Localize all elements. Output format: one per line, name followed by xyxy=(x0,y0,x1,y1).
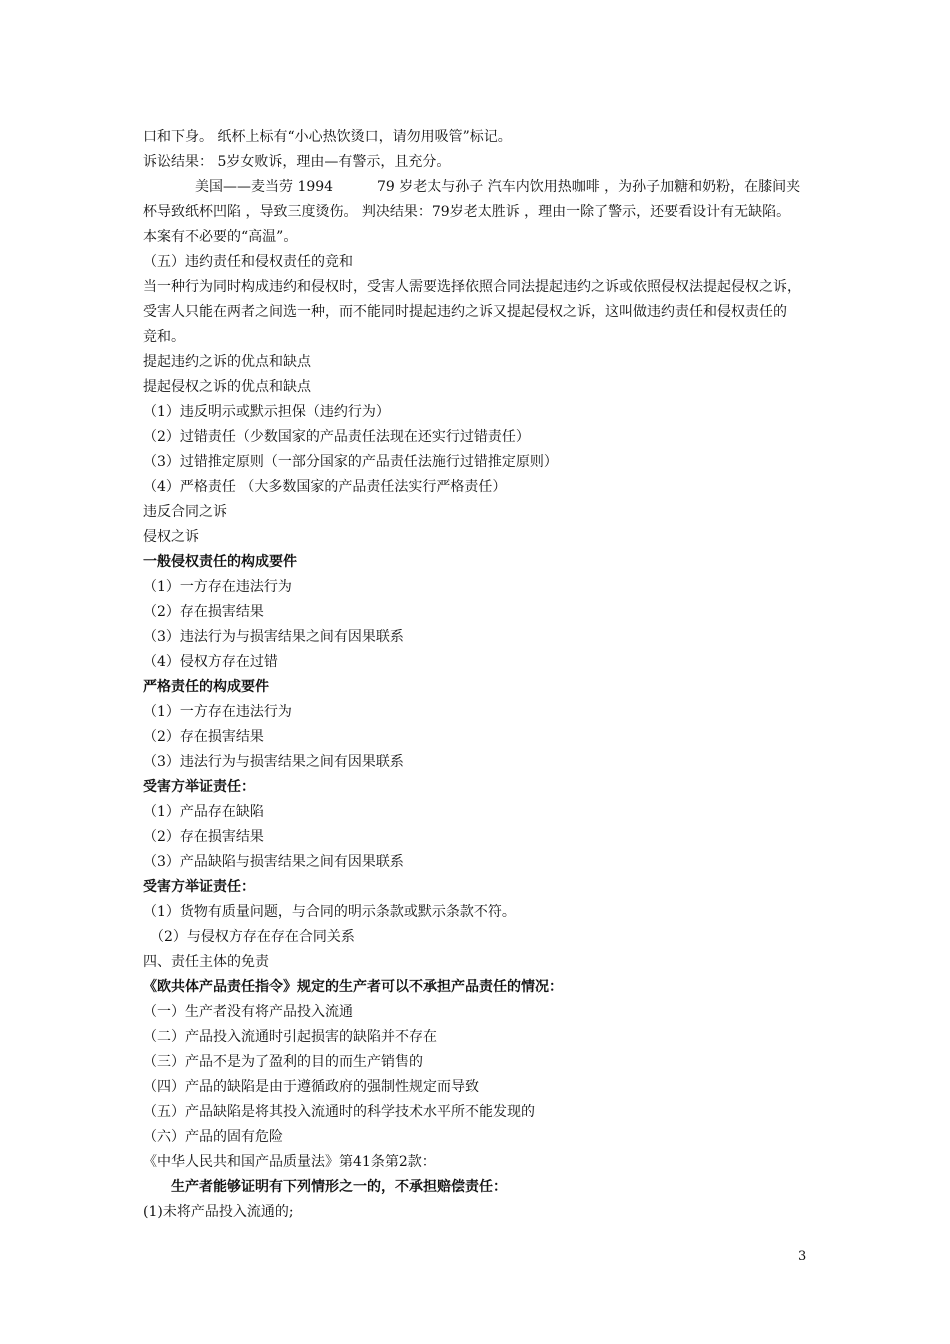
list-item: (1)未将产品投入流通的; xyxy=(143,1204,294,1220)
text-line: 侵权之诉 xyxy=(143,529,199,545)
bold-heading: 一般侵权责任的构成要件 xyxy=(143,554,297,570)
section-heading: 四、责任主体的免责 xyxy=(143,954,269,970)
list-item: （3）违法行为与损害结果之间有因果联系 xyxy=(143,629,404,645)
bold-heading: 《欧共体产品责任指令》规定的生产者可以不承担产品责任的情况： xyxy=(143,979,563,995)
list-item: （五）产品缺陷是将其投入流通时的科学技术水平所不能发现的 xyxy=(143,1104,535,1120)
text-line: 提起违约之诉的优点和缺点 xyxy=(143,354,311,370)
text-line: 杯导致纸杯凹陷 ，导致三度烫伤。 判决结果：79岁老太胜诉 ，理由一除了警示，还要看设计有无缺陷。 xyxy=(143,204,791,220)
list-item: （4）侵权方存在过错 xyxy=(143,654,278,670)
text-line: 违反合同之诉 xyxy=(143,504,227,520)
case-title: 美国——麦当劳 1994 xyxy=(195,179,334,195)
list-item: （四）产品的缺陷是由于遵循政府的强制性规定而导致 xyxy=(143,1079,479,1095)
text-line: 受害人只能在两者之间选一种，而不能同时提起违约之诉又提起侵权之诉，这叫做违约责任和侵权责任的 xyxy=(143,304,787,320)
text-line: 《中华人民共和国产品质量法》第41条第2款： xyxy=(143,1154,436,1170)
list-item: （1）货物有质量问题，与合同的明示条款或默示条款不符。 xyxy=(143,904,516,920)
text-line: 诉讼结果： 5岁女败诉，理由—有警示，且充分。 xyxy=(143,154,451,170)
list-item: （3）产品缺陷与损害结果之间有因果联系 xyxy=(143,854,404,870)
list-item: （3）违法行为与损害结果之间有因果联系 xyxy=(143,754,404,770)
list-item: （1）一方存在违法行为 xyxy=(143,579,292,595)
text-line: 提起侵权之诉的优点和缺点 xyxy=(143,379,311,395)
list-item: （1）产品存在缺陷 xyxy=(143,804,264,820)
list-item: （六）产品的固有危险 xyxy=(143,1129,283,1145)
section-heading: （五）违约责任和侵权责任的竞和 xyxy=(143,254,353,270)
list-item: （2）与侵权方存在存在合同关系 xyxy=(150,929,355,945)
list-item: （2）过错责任（少数国家的产品责任法现在还实行过错责任） xyxy=(143,429,530,445)
text-line: 口和下身。 纸杯上标有“小心热饮烫口，请勿用吸管”标记。 xyxy=(143,129,512,145)
text-line: 当一种行为同时构成违约和侵权时，受害人需要选择依照合同法提起违约之诉或依照侵权法提起侵权之诉， xyxy=(143,279,801,295)
bold-heading: 受害方举证责任： xyxy=(143,879,255,895)
list-item: （3）过错推定原则（一部分国家的产品责任法施行过错推定原则） xyxy=(143,454,558,470)
bold-heading: 严格责任的构成要件 xyxy=(143,679,269,695)
list-item: （4）严格责任 （大多数国家的产品责任法实行严格责任） xyxy=(143,479,507,495)
list-item: （三）产品不是为了盈利的目的而生产销售的 xyxy=(143,1054,423,1070)
list-item: （2）存在损害结果 xyxy=(143,604,264,620)
list-item: （一）生产者没有将产品投入流通 xyxy=(143,1004,353,1020)
page-number: 3 xyxy=(798,1249,807,1264)
list-item: （1）一方存在违法行为 xyxy=(143,704,292,720)
bold-heading: 生产者能够证明有下列情形之一的，不承担赔偿责任： xyxy=(171,1179,507,1195)
case-description: 79 岁老太与孙子 汽车内饮用热咖啡 ，为孙子加糖和奶粉，在膝间夹 xyxy=(377,179,801,195)
bold-heading: 受害方举证责任： xyxy=(143,779,255,795)
text-line: 本案有不必要的“高温”。 xyxy=(143,229,298,245)
list-item: （2）存在损害结果 xyxy=(143,829,264,845)
text-line: 竞和。 xyxy=(143,329,185,345)
list-item: （二）产品投入流通时引起损害的缺陷并不存在 xyxy=(143,1029,437,1045)
list-item: （1）违反明示或默示担保（违约行为） xyxy=(143,404,390,420)
list-item: （2）存在损害结果 xyxy=(143,729,264,745)
